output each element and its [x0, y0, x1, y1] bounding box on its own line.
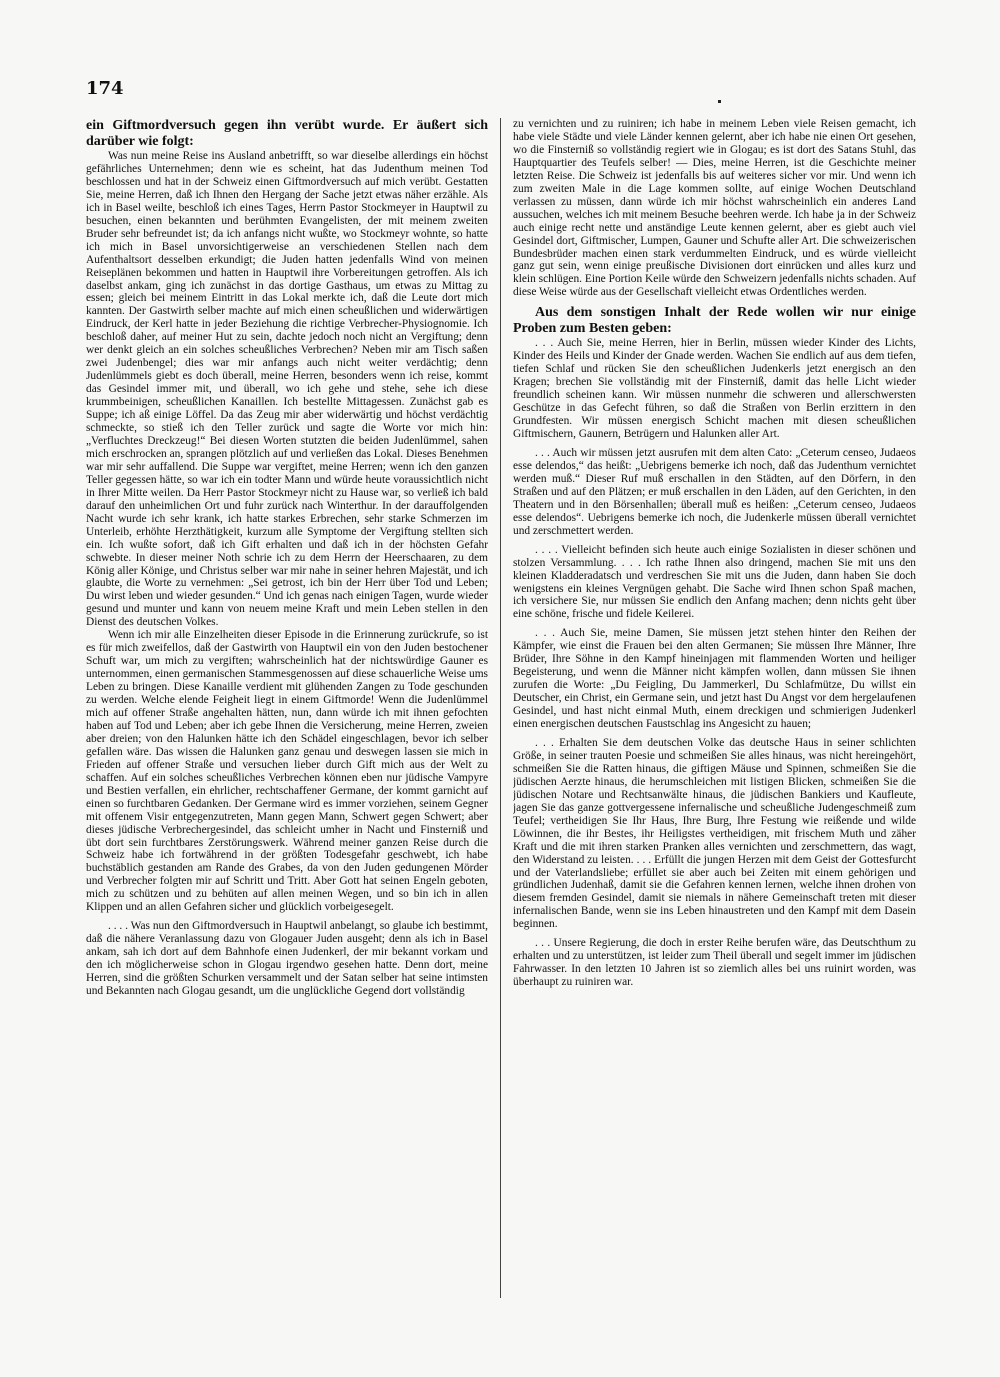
- paragraph: . . . Unsere Regierung, die doch in erster Reihe berufen wäre, das Deutschthum zu erhalten und zu unterstützen, ist leider zum Theil überall und segelt immer im jüdischen Fahrwasser. In den letzten 10 Jahren ist so ziemlich alles bei uns ruinirt worden, was überhaupt zu ruiniren war.: [513, 937, 916, 989]
- paragraph: . . . Erhalten Sie dem deutschen Volke das deutsche Haus in seiner schlichten Größe, in seiner trauten Poesie und schmeißen Sie alles hinaus, was nicht hereingehört, schmeißen Sie die Ratten hinaus, die giftigen Mäuse und Spinnen, schmeißen Sie die jüdischen Aerzte hinaus, die herumschleichen mit listigen Blicken, schmeißen Sie die jüdischen Notare und Rechtsanwälte hinaus, die jüdischen Bankiers und Kaufleute, jagen Sie das ganze gottvergessene infernalische und scheußliche Judengeschmeiß zum Teufel; vertheidigen Sie Ihr Haus, Ihre Burg, Ihre Festung wie reißende und wilde Löwinnen, die ihr Bestes, ihr Heiligstes vertheidigen, mit frischem Muth und zäher Kraft und die mit ihren starken Pranken alles vernichten und zerschmettern, das wagt, den Widerstand zu leisten. . . . Erfüllt die jungen Herzen mit dem Geist der Gottesfurcht und der Vaterlandsliebe; erfüllet sie aber auch bei Zeiten mit einem gehörigen und gründlichen Judenhaß, damit sie die Gefahren kennen lernen, welche ihnen drohen von diesem fremden Gesindel, damit sie niemals in nähere Gemeinschaft treten mit dieser infernalischen Bande, wenn sie ins Leben hinaustreten und den Kampf mit dem Dasein beginnen.: [513, 736, 916, 931]
- section-intro: Aus dem sonstigen Inhalt der Rede wollen wir nur einige Proben zum Besten geben:: [513, 305, 916, 337]
- paragraph: . . . . Vielleicht befinden sich heute auch einige Sozialisten in dieser schönen und stolzen Versammlung. . . . Ich rathe Ihnen also dringend, machen Sie mit uns den kleinen Kladderadatsch und verdreschen Sie mit uns die Juden, dann haben Sie doch wenigstens ein kleines Vergnügen gehabt. Die Sache wird Ihnen schon Spaß machen, ich versichere Sie, nur müssen Sie endlich den Anfang machen; denn nichts geht über eine schöne, frische und fidele Keilerei.: [513, 543, 916, 621]
- right-column: [513, 118, 916, 1318]
- paragraph: ein Giftmordversuch gegen ihn verübt wurde. Er äußert sich darüber wie folgt:: [86, 118, 488, 149]
- paragraph: zu vernichten und zu ruiniren; ich habe in meinem Leben viele Reisen gemacht, ich habe viele Städte und viele Länder kennen gelernt, aber ich habe nie einen Ort gesehen, wo die Finsterniß so vollständig regiert wie in Glogau; es ist dort des Satans Stuhl, das Hauptquartier des Teufels selber! — Dies, meine Herren, ist die Geschichte meiner letzten Reise. Die Schweiz ist jedenfalls bis auf weiteres sicher vor mir. Und wenn ich zum zweiten Male in die Lage kommen sollte, auf einige Wochen Deutschland verlassen zu müssen, dann würde ich mir höchst wahrscheinlich ein anderes Land aussuchen, welches ich mit meinem Besuche beehren werde. Ich habe ja in der Schweiz auch einige recht nette und anständige Leute kennen gelernt, aber es giebt auch viel Gesindel dort, Giftmischer, Lumpen, Gauner und Schufte aller Art. Die schweizerischen Bundesbrüder machen einen stark verdummelten Eindruck, und es würde vielleicht ganz gut sein, wenn einige preußische Divisionen dort einrücken und alles kurz und klein schlügen. Eine Portion Keile würde den Schweizern jedenfalls nichts schaden. Auf diese Weise würde aus der Gesellschaft vielleicht etwas Ordentliches werden.: [513, 118, 916, 299]
- page-number: 174: [86, 78, 124, 99]
- paragraph: . . . Auch Sie, meine Damen, Sie müssen jetzt stehen hinter den Reihen der Kämpfer, wie einst die Frauen bei den alten Germanen; Sie müssen Ihre Männer, Ihre Brüder, Ihre Söhne in den Kampf hineinjagen mit flammenden Worten und heiliger Begeisterung, und wenn die Männer nicht kämpfen wollen, dann müssen Sie ihnen zurufen die Worte: „Du Feigling, Du Jammerkerl, Du Schlafmütze, Du willst ein Deutscher, ein Christ, ein Germane sein, und jetzt hast Du Angst vor dem hergelaufenen Gesindel, und hast nicht einmal Muth, einem dreckigen und schmierigen Judenkerl einen energischen deutschen Faustschlag ins Angesicht zu hauen;: [513, 627, 916, 731]
- paragraph: Was nun meine Reise ins Ausland anbetrifft, so war dieselbe allerdings ein höchst gefährliches Unternehmen; denn wie es scheint, hat das Judenthum meinen Tod beschlossen und hat in der Schweiz einen Giftmordversuch auf mich verübt. Gestatten Sie, meine Herren, daß ich Ihnen den Hergang der Sache jetzt etwas näher erzähle. Als ich in Basel weilte, beschloß ich eines Tages, Herrn Pastor Stockmeyer in Hauptwil zu besuchen, einen bekannten und berühmten Evangelisten, der mit meinem zweiten Bruder sehr befreundet ist; da ich anfangs nicht wußte, wo Stockmeyr wohnte, so hatte ich mich in Basel unvorsichtigerweise an verschiedenen Stellen nach dem Aufenthaltsort desselben erkundigt; die Juden hatten jedenfalls Wind von meinen Reiseplänen bekommen und hatten in Hauptwil ihre Vorbereitungen getroffen. Als ich daselbst ankam, ging ich zunächst in das dortige Gasthaus, um etwas zu Mittag zu essen; gleich bei meinem Eintritt in das Lokal merkte ich, daß die Leute dort mich kannten. Der Gastwirth selber machte auf mich einen scheußlichen und widerwärtigen Eindruck, der Kerl hatte in jeder Beziehung die richtige Verbrecher-Physiognomie. Ich beschloß daher, auf meiner Hut zu sein, dachte jedoch noch nicht an Vergiftung; denn wer denkt gleich an ein solches scheußliches Verbrechen? Neben mir am Tisch saßen zwei Judenbengel; dies war mir anfangs auch nicht weiter verdächtig; denn Judenlümmels giebt es doch überall, meine Herren, besonders wenn ich reise, kommt das Gesindel immer mit, und überall, wo ich gehe und stehe, sehe ich diese krummbeinigen, scheußlichen Kanaillen. Ich bestellte Mittagessen. Zunächst gab es Suppe; ich aß einige Löffel. Da das Zeug mir aber widerwärtig und höchst verdächtig schmeckte, so stieß ich den Teller zurück und sagte die Worte vor mich hin: „Verfluchtes Dreckzeug!“ Bei diesen Worten stutzten die beiden Judenlümmel, sahen mich erschrocken an, sprangen plötzlich auf und verließen das Lokal. Dieses Benehmen war mir sehr auffallend. Die Suppe war vergiftet, meine Herren; wenn ich den ganzen Teller gegessen hätte, so war ich ein todter Mann und würde heute voraussichtlich nicht in Ihrer Mitte weilen. Da Herr Pastor Stockmeyr nicht zu Hause war, so verließ ich bald darauf den unheimlichen Ort und fuhr zurück nach Winterthur. In der darauffolgenden Nacht wurde ich sehr krank, ich hatte starkes Erbrechen, sehr starke Schmerzen im Unterleib, erhöhte Herzthätigkeit, kurzum alle Symptome der Vergiftung stellten sich ein. Ich wußte sofort, daß ich Gift erhalten und daß ich in der höchsten Gefahr schwebte. In dieser meiner Noth schrie ich zu dem Herrn der Heerschaaren, zu dem König aller Könige, und Christus selber war mir nahe in seiner hehren Majestät, und ich glaubte, die Worte zu vernehmen: „Sei getrost, ich bin der Herr über Tod und Leben; Du wirst leben und wieder gesunden.“ Und ich genas nach einigen Tagen, wurde wieder gesund und munter und kann von neuem meine Kraft und mein Leben stellen in den Dienst des deutschen Volkes.: [86, 150, 488, 629]
- paragraph: . . . . Was nun den Giftmordversuch in Hauptwil anbelangt, so glaube ich bestimmt, daß die nähere Veranlassung dazu von Glogauer Juden ausgeht; denn als ich in Basel ankam, sah ich dort auf dem Bahnhofe einen Judenkerl, der mir bekannt vorkam und den ich möglicherweise schon in Glogau irgendwo gesehen hatte. Denn dort, meine Herren, sind die größten Schurken versammelt und der Satan selber hat seine intimsten und Bekannten nach Glogau gesandt, um die unglückliche Gegend dort vollständig: [86, 920, 488, 997]
- column-divider: [500, 118, 501, 1298]
- paragraph: . . . Auch wir müssen jetzt ausrufen mit dem alten Cato: „Ceterum censeo, Judaeos esse delendos,“ das heißt: „Uebrigens bemerke ich noch, daß das Judenthum vernichtet werden muß.“ Dieser Ruf muß erschallen in den Städten, auf den Dörfern, in den Straßen und auf den Plätzen; er muß erschallen in den Läden, auf den Gerichten, in den Theatern und in den Börsenhallen; überall muß es heißen: „Ceterum censeo, Judaeos esse delendos“. Uebrigens bemerke ich noch, die Judenkerle müssen überall vernichtet und zerschmettert werden.: [513, 446, 916, 537]
- paragraph: . . . Auch Sie, meine Herren, hier in Berlin, müssen wieder Kinder des Lichts, Kinder des Heils und Kinder der Gnade werden. Wachen Sie endlich auf aus dem tiefen, tiefen Schlaf und rücken Sie den scheußlichen Judenkerls jetzt energisch an den Kragen; brechen Sie vollständig mit der Finsterniß, damit das helle Licht wieder freundlich scheinen kann. Wir müssen nunmehr die schweren und allerschwersten Geschütze in das Gefecht führen, so daß die Straßen von Berlin erzittern in den Grundfesten. Wir müssen energisch Schicht machen mit diesen scheußlichen Giftmischern, Gaunern, Betrügern und Halunken aller Art.: [513, 337, 916, 441]
- print-speck: [718, 100, 721, 103]
- paragraph: Wenn ich mir alle Einzelheiten dieser Episode in die Erinnerung zurückrufe, so ist es für mich zweifellos, daß der Gastwirth von Hauptwil ein von den Juden bestochener Schuft war, um mich zu vergiften; wahrscheinlich hat der nichtswürdige Gauner es unternommen, einen germanischen Stammesgenossen auf diese schauerliche Weise ums Leben zu bringen. Diese Kanaille verdient mit glühenden Zangen zu Tode geschunden zu werden. Welche elende Feigheit liegt in einem Giftmorde! Wenn die Judenlümmel mich auf offener Straße angehalten hätten, nun, dann würde ich mit ihnen gefochten haben auf Tod und Leben; aber ich gebe Ihnen die Versicherung, meine Herren, zweien aber dreien; von den Halunken hätte ich den Schädel eingeschlagen, bevor ich selber gefallen wäre. Das wissen die Halunken ganz genau und deswegen lassen sie mich in Frieden auf offener Straße und versuchen lieber durch Gift mich aus der Welt zu schaffen. Auf ein solches scheußliches Verbrechen können eben nur jüdische Vampyre und Bestien verfallen, ein ehrlicher, rechtschaffener Germane, der kommt garnicht auf einen so furchtbaren Gedanken. Der Germane wird es immer vorziehen, seinem Gegner mit offenem Visir entgegenzutreten, Mann gegen Mann, Schwert gegen Schwert; aber dieses jüdische Verbrechergesindel, das schleicht umher in Nacht und Finsterniß und übt dort sein furchtbares Zerstörungswerk. Während meiner ganzen Reise durch die Schweiz habe ich fortwährend in der größten Todesgefahr geschwebt, ich habe buchstäblich gestanden am Rande des Grabes, da von den Juden gedungenen Mörder und Verbrecher folgten mir auf Schritt und Tritt. Aber Gott hat seinen Engeln geboten, mich zu schützen und zu behüten auf allen meinen Wegen, und so bin ich in allen Klippen und an allen Gefahren sicher und glücklich vorbeigesegelt.: [86, 629, 488, 914]
- left-column: [86, 118, 488, 1318]
